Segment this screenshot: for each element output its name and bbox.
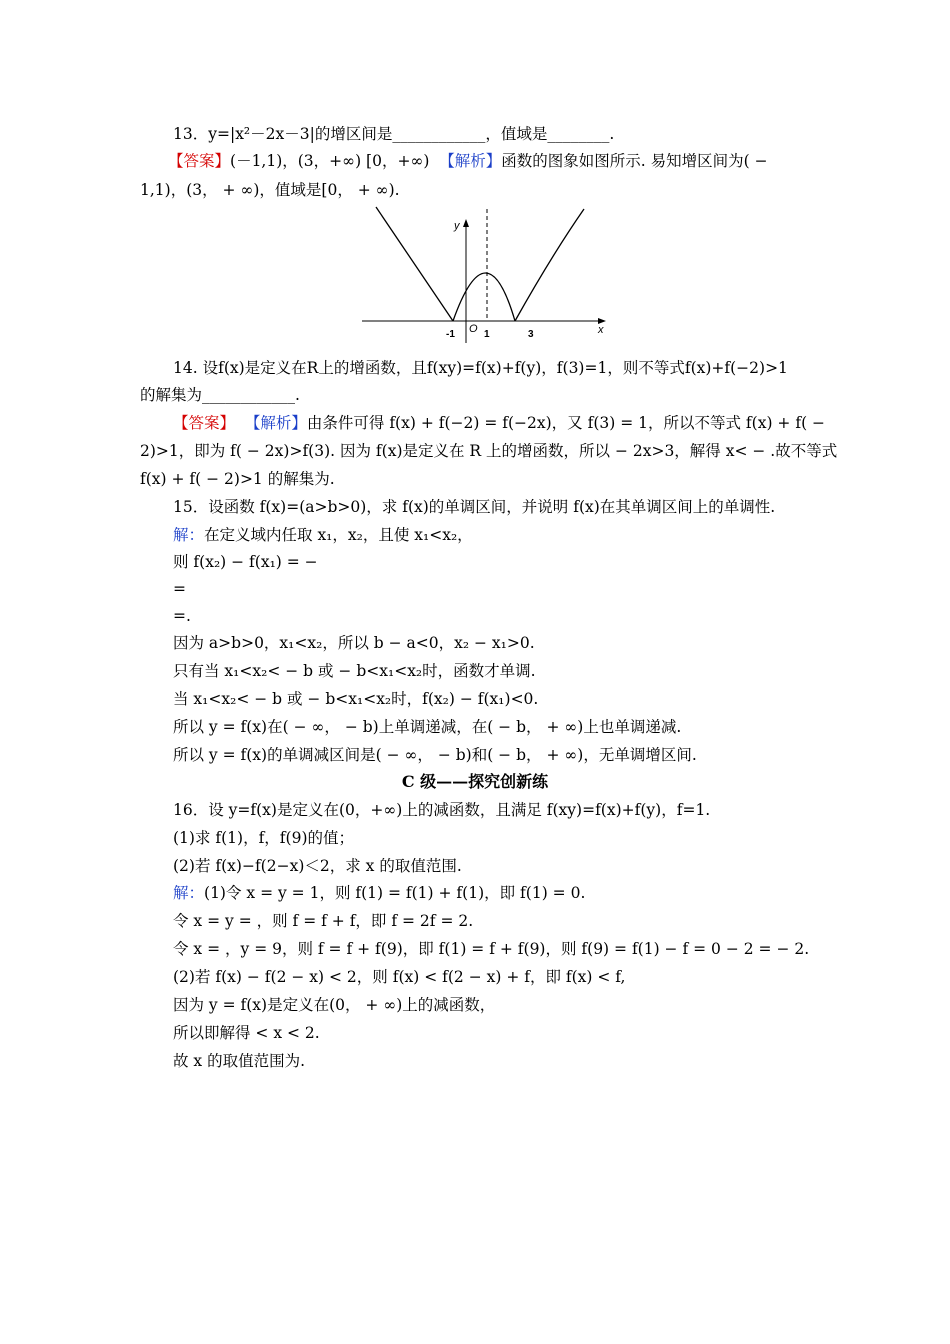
tick-neg1-label: -1: [446, 329, 455, 340]
curve-right-branch: [515, 209, 584, 321]
problem-16-solution-start: [173, 883, 585, 903]
analysis-text: 函数的图象如图所示. 易知增区间为( −: [501, 152, 768, 170]
answer-tag: 【答案】: [168, 152, 231, 170]
problem-16-question: 16．设 y=f(x)是定义在(0，+∞)上的减函数，且满足 f(xy)=f(x)+f(y)，f=1.: [173, 801, 711, 819]
problem-14-analysis-cont1: 2)>1，即为 f( − 2x)>f(3). 因为 f(x)是定义在 R 上的增函数，所以 − 2x>3，解得 x< − .故不等式: [140, 442, 838, 460]
y-axis-label: y: [454, 220, 460, 232]
problem-16-solution-line: 故 x 的取值范围为.: [173, 1052, 306, 1070]
problem-15-solution-line: 因为 a>b>0，x₁<x₂，所以 b − a<0，x₂ − x₁>0.: [173, 634, 535, 652]
function-graph: [362, 205, 612, 345]
problem-15-solution-line: =: [173, 580, 186, 598]
problem-14-analysis-cont2: f(x) + f( − 2)>1 的解集为.: [140, 470, 335, 488]
problem-15-solution-line: 所以 y = f(x)的单调减区间是( − ∞， − b)和( − b， + ∞)，无单调增区间.: [173, 746, 697, 764]
solution-tag: 解：: [173, 526, 205, 544]
answer-text: (－1,1)，(3，+∞) [0，+∞): [230, 152, 430, 170]
problem-13-question: 13．y=|x²－2x－3|的增区间是____________，值域是________.: [173, 125, 615, 143]
problem-15-solution-line: 则 f(x₂) − f(x₁) = −: [173, 553, 318, 571]
origin-label: O: [469, 323, 478, 335]
section-heading: C 级——探究创新练: [401, 772, 549, 791]
problem-16-solution-line: 因为 y = f(x)是定义在(0， + ∞)上的减函数，: [173, 996, 496, 1014]
analysis-tag: 【解析】: [244, 414, 307, 432]
problem-13-analysis-cont: 1,1)，(3， + ∞)，值域是[0， + ∞).: [140, 181, 400, 199]
problem-14-question: 14. 设f(x)是定义在R上的增函数，且f(xy)=f(x)+f(y)，f(3)=1，则不等式f(x)+f(−2)>1: [173, 359, 788, 377]
curve-hump: [453, 273, 515, 321]
answer-tag: 【答案】: [173, 414, 236, 432]
solution-text: 在定义域内任取 x₁，x₂，且使 x₁<x₂，: [204, 526, 473, 544]
problem-16-solution-line: 令 x = ，y = 9，则 f = f + f(9)，即 f(1) = f + f(9)，则 f(9) = f(1) − f = 0 − 2 = − 2.: [173, 940, 810, 958]
problem-15-solution-line: 当 x₁<x₂< − b 或 − b<x₁<x₂时，f(x₂) − f(x₁)<0.: [173, 690, 539, 708]
problem-13-answer: [168, 151, 768, 171]
problem-15-solution-line: =.: [173, 607, 191, 625]
analysis-tag: 【解析】: [439, 152, 502, 170]
problem-16-part2: (2)若 f(x)−f(2−x)＜2，求 x 的取值范围.: [173, 857, 462, 875]
problem-15-question: 15．设函数 f(x)=(a>b>0)，求 f(x)的单调区间，并说明 f(x)在其单调区间上的单调性.: [173, 498, 776, 516]
problem-16-solution-line: (2)若 f(x) − f(2 − x) < 2，则 f(x) < f(2 − x) + f，即 f(x) < f,: [173, 968, 626, 986]
problem-14-answer: [173, 413, 825, 433]
problem-14-question-cont: 的解集为____________.: [140, 386, 300, 404]
problem-16-solution-line: 所以即解得 < x < 2.: [173, 1024, 320, 1042]
analysis-text: 由条件可得 f(x) + f(−2) = f(−2x)，又 f(3) = 1，所以不等式 f(x) + f( −: [306, 414, 826, 432]
solution-text: (1)令 x = y = 1，则 f(1) = f(1) + f(1)，即 f(1) = 0.: [204, 884, 586, 902]
problem-16-part1: (1)求 f(1)，f，f(9)的值；: [173, 829, 355, 847]
tick-1-label: 1: [484, 329, 490, 340]
tick-3-label: 3: [528, 329, 534, 340]
x-axis-label: x: [598, 324, 604, 336]
problem-15-solution-line: 所以 y = f(x)在( − ∞， − b)上单调递减，在( − b， + ∞)上也单调递减.: [173, 718, 682, 736]
y-axis-arrow: [463, 219, 469, 227]
problem-16-solution-line: 令 x = y = ，则 f = f + f，即 f = 2f = 2.: [173, 912, 474, 930]
problem-15-solution-line: 只有当 x₁<x₂< − b 或 − b<x₁<x₂时，函数才单调.: [173, 662, 536, 680]
curve-left-branch: [376, 207, 453, 321]
problem-15-solution-start: [173, 525, 473, 545]
solution-tag: 解：: [173, 884, 205, 902]
